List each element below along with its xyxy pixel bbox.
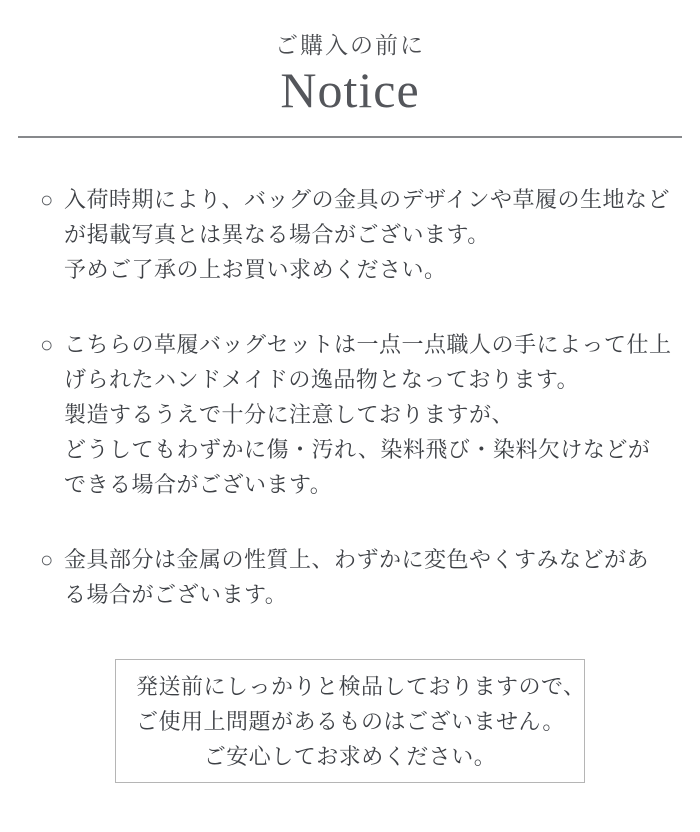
notice-line: 入荷時期により、バッグの金具のデザインや草履の生地など — [64, 187, 670, 212]
notice-line: どうしてもわずかに傷・汚れ、染料飛び・染料欠けなどが — [64, 437, 651, 462]
notice-line: 製造するうえで十分に注意しておりますが、 — [64, 402, 515, 427]
assurance-line: 発送前にしっかりと検品しておりますので、 — [136, 674, 586, 699]
notice-line: げられたハンドメイドの逸品物となっております。 — [64, 367, 580, 392]
assurance-line: ご安心してお求めください。 — [203, 744, 497, 769]
notice-line: 金具部分は金属の性質上、わずかに変色やくすみなどがあ — [64, 547, 650, 572]
notice-item — [40, 542, 686, 612]
page-title: Notice — [280, 62, 420, 118]
page-subtitle: ご購入の前に — [275, 33, 425, 58]
assurance-line: ご使用上問題があるものはございません。 — [136, 709, 565, 734]
notice-line: できる場合がございます。 — [64, 472, 333, 497]
notice-line: が掲載写真とは異なる場合がございます。 — [64, 222, 490, 247]
assurance-box — [115, 659, 585, 783]
notice-line: る場合がございます。 — [64, 582, 288, 607]
notice-text — [64, 327, 686, 502]
page-header — [0, 0, 700, 118]
notice-list — [0, 138, 700, 612]
notice-item — [40, 327, 686, 502]
circle-bullet-icon: ○ — [40, 547, 54, 572]
circle-bullet-icon: ○ — [40, 332, 54, 357]
notice-text — [64, 182, 686, 287]
notice-item — [40, 182, 686, 287]
notice-text — [64, 542, 686, 612]
notice-line: こちらの草履バッグセットは一点一点職人の手によって仕上 — [64, 332, 672, 357]
notice-line: 予めご了承の上お買い求めください。 — [64, 257, 447, 282]
circle-bullet-icon: ○ — [40, 187, 54, 212]
